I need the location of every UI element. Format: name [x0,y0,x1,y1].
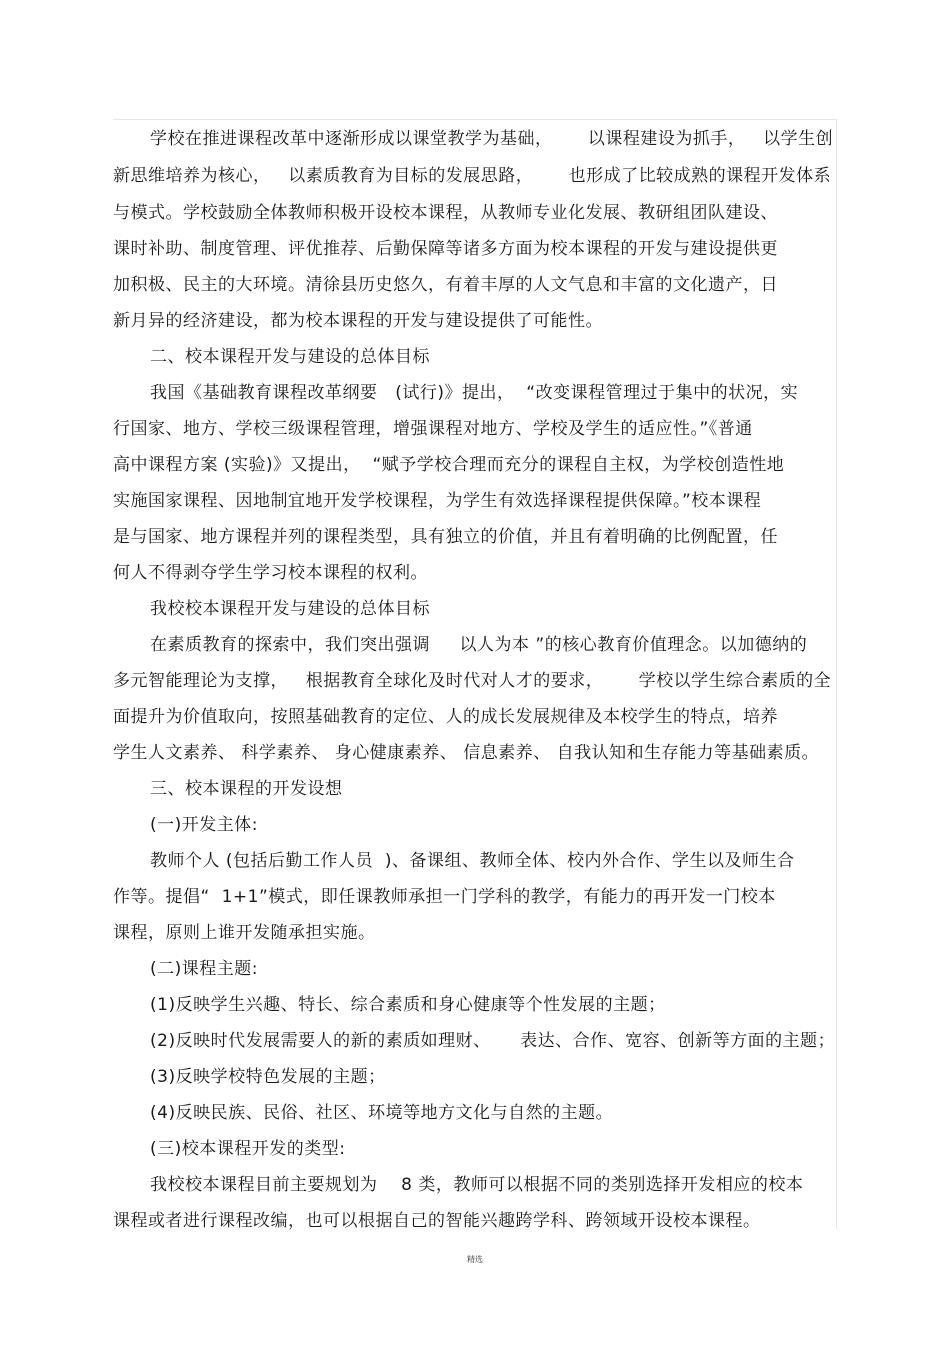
list-item: (2)反映时代发展需要人的新的素质如理财、 表达、合作、宽容、创新等方面的主题； [150,1031,836,1051]
paragraph-line: 实施国家课程、因地制宜地开发学校课程，为学生有效选择课程提供保障。”校本课程 [113,491,762,511]
page-border-right [836,119,837,1229]
paragraph-line: 我校校本课程目前主要规划为 8 类，教师可以根据不同的类别选择开发相应的校本 [150,1175,804,1195]
page-border-top [113,119,837,120]
section-heading: 我校校本课程开发与建设的总体目标 [150,599,430,619]
paragraph-line: 与模式。学校鼓励全体教师积极开设校本课程，从教师专业化发展、教研组团队建设、 [113,203,778,223]
subsection-heading: (一)开发主体: [150,815,258,835]
paragraph-line: 学生人文素养、 科学素养、 身心健康素养、 信息素养、 自我认知和生存能力等基础素质。 [113,743,820,763]
paragraph-line: 学校在推进课程改革中逐渐形成以课堂教学为基础， 以课程建设为抓手， 以学生创 [150,129,834,149]
list-item: (3)反映学校特色发展的主题； [150,1067,386,1087]
paragraph-line: 加积极、民主的大环境。清徐县历史悠久，有着丰厚的人文气息和丰富的文化遗产，日 [113,275,778,295]
paragraph-line: 课程或者进行课程改编，也可以根据自己的智能兴趣跨学科、跨领域开设校本课程。 [113,1211,761,1231]
section-heading: 二、校本课程开发与建设的总体目标 [150,347,430,367]
paragraph-line: 面提升为价值取向，按照基础教育的定位、人的成长发展规律及本校学生的特点，培养 [113,707,778,727]
paragraph-line: 我国《基础教育课程改革纲要 (试行)》提出， “改变课程管理过于集中的状况，实 [150,383,799,403]
paragraph-line: 课时补助、制度管理、评优推荐、后勤保障等诸多方面为校本课程的开发与建设提供更 [113,239,778,259]
paragraph-line: 课程，原则上谁开发随承担实施。 [113,923,376,943]
page-footer: 精选 [467,1255,483,1264]
paragraph-line: 高中课程方案 (实验)》又提出， “赋予学校合理而充分的课程自主权，为学校创造性地 [113,455,785,475]
paragraph-line: 是与国家、地方课程并列的课程类型，具有独立的价值，并且有着明确的比例配置，任 [113,527,778,547]
list-item: (1)反映学生兴趣、特长、综合素质和身心健康等个性发展的主题； [150,995,666,1015]
paragraph-line: 新月异的经济建设，都为校本课程的开发与建设提供了可能性。 [113,311,603,331]
section-heading: 三、校本课程的开发设想 [150,779,343,799]
paragraph-line: 在素质教育的探索中，我们突出强调 以人为本 ”的核心教育价值理念。以加德纳的 [150,635,808,655]
subsection-heading: (三)校本课程开发的类型: [150,1139,346,1159]
paragraph-line: 多元智能理论为支撑， 根据教育全球化及时代对人才的要求， 学校以学生综合素质的全 [113,671,832,691]
paragraph-line: 行国家、地方、学校三级课程管理，增强课程对地方、学校及学生的适应性。”《普通 [113,419,753,439]
paragraph-line: 作等。提倡“ 1+1”模式，即任课教师承担一门学科的教学，有能力的再开发一门校本 [113,887,776,907]
list-item: (4)反映民族、民俗、社区、环境等地方文化与自然的主题。 [150,1103,614,1123]
paragraph-line: 教师个人 (包括后勤工作人员 )、备课组、教师全体、校内外合作、学生以及师生合 [150,851,795,871]
paragraph-line: 何人不得剥夺学生学习校本课程的权利。 [113,563,428,583]
paragraph-line: 新思维培养为核心， 以素质教育为目标的发展思路， 也形成了比较成熟的课程开发体系 [113,166,832,186]
subsection-heading: (二)课程主题: [150,959,258,979]
